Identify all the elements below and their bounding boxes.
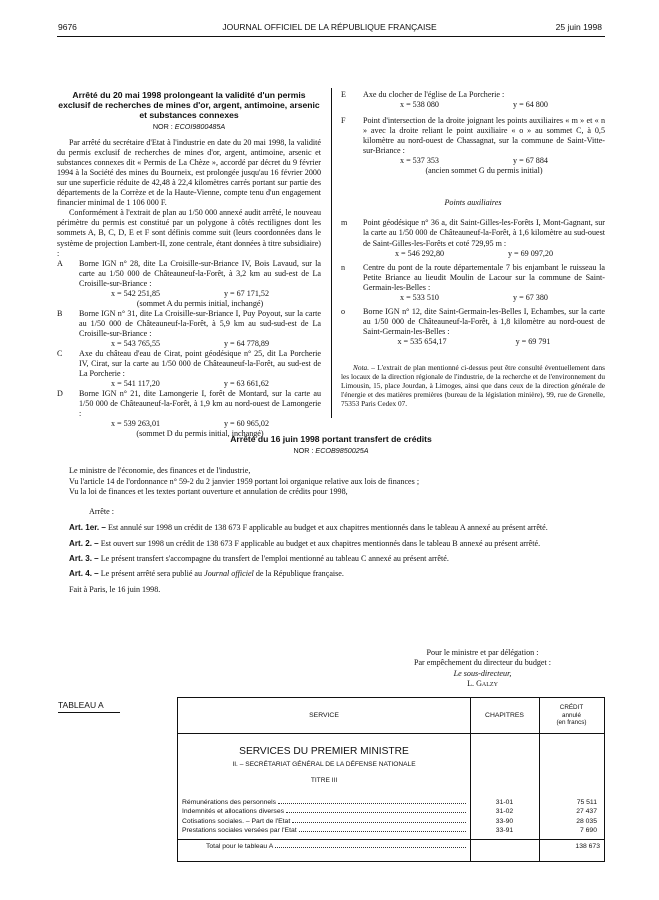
arrete2-nor [57, 446, 605, 456]
row-leader-dots [278, 803, 466, 804]
arrete1-para2: Conformément à l'extrait de plan au 1/50 000 annexé audit arrêté, le nouveau périmètre du permis est constitué par un polygone à côtés rectilignes dont les sommets A, B, C, D, E et F sont définis comme suit (leurs coordonnées dans le système de projection Lambert-II, zone centrale, étant données à titre subsidiaire) : [57, 208, 321, 258]
preamble-line: Vu l'article 14 de l'ordonnance n° 59-2 du 2 janvier 1959 portant loi organique relative aux lois de finances ; [69, 476, 420, 486]
coord-y: y = 67 380 [513, 292, 548, 302]
point-text: Point géodésique n° 36 a, dit Saint-Gilles-les-Forêts I, Mont-Gagnant, sur la carte au 1/50 000 de Châteauneuf-la-Forêt, à 1,6 kilomètre au sud-ouest de Saint-Gilles-les-Forêts et coté 729,95 m : [363, 218, 605, 248]
article-label: Art. 4. – [69, 569, 99, 579]
tableau-rows [182, 798, 604, 836]
signature-block [360, 648, 605, 689]
table-row [182, 826, 604, 835]
row-chapitre: 33-91 [495, 827, 514, 835]
coord-x: x = 537 353 [400, 156, 439, 166]
row-leader-dots [292, 822, 466, 823]
article-label: Art. 2. – [69, 538, 99, 548]
tableau-label-underline [58, 712, 120, 713]
nota-text: L'extrait de plan mentionné ci-dessus peut être consulté éventuellement dans les locaux de la direction régionale de l'industrie, de la recherche et de l'environnement du Limousin, 15, place Jourdan, à Limoges, ainsi que dans ceux de la direction générale de l'énergie et des matières premières (bureau de la législation minière), 99, rue de Grenelle, 75353 Paris Cedex 07. [341, 362, 605, 408]
nor-code: ECOI9800485A [174, 122, 226, 131]
signatory-name: L. Galzy [467, 678, 498, 688]
row-credit: 27 437 [576, 808, 597, 816]
arrete2-title: Arrêté du 16 juin 1998 portant transfert de crédits [230, 434, 432, 444]
header-row-rule [178, 733, 604, 734]
point-letter: B [57, 308, 63, 318]
fait-a-paris: Fait à Paris, le 16 juin 1998. [69, 584, 161, 594]
point-d [57, 389, 321, 439]
row-leader-dots [286, 812, 466, 813]
article-label: Art. 1er. – [69, 523, 106, 533]
point-note: (sommet D du permis initial, inchangé) [136, 429, 264, 439]
coord-y: y = 69 097,20 [507, 248, 554, 258]
coord-x: x = 543 765,55 [110, 338, 161, 348]
credit-header-line: CRÉDIT [559, 704, 584, 711]
article-4 [57, 569, 605, 579]
point-letter: n [341, 262, 346, 272]
article-2 [57, 539, 605, 549]
tableau-a [177, 697, 605, 862]
point-text: Borne IGN n° 21, dite Lamongerie I, forêt de Montard, sur la carte au 1/50 000 de Châteauneuf-la-Forêt, à 1,9 km au nord-ouest de Lamongerie : [79, 389, 321, 419]
row-chapitre: 31-02 [495, 808, 514, 816]
credit-header-line: (en francs) [556, 719, 587, 727]
total-leader-dots [275, 847, 466, 848]
tableau-label: TABLEAU A [58, 700, 104, 710]
section-subtitle: II. – SECRÉTARIAT GÉNÉRAL DE LA DÉFENSE NATIONALE [232, 761, 416, 768]
point-b [57, 309, 321, 349]
nota-label: Nota. – [353, 362, 375, 372]
point-letter: C [57, 349, 63, 359]
point-letter: F [341, 116, 346, 126]
aux-point-o [341, 307, 605, 347]
article-1 [57, 523, 605, 533]
row-chapitre: 33-90 [495, 817, 514, 825]
section-title: SERVICES DU PREMIER MINISTRE [239, 746, 409, 757]
point-letter: A [57, 258, 63, 268]
row-service: Indemnités et allocations diverses [182, 808, 285, 816]
article-text: Est ouvert sur 1998 un crédit de 138 673 F applicable au budget et aux chapitres mentionnés dans le tableau B annexé au présent arrêté. [100, 538, 541, 548]
point-note: (sommet A du permis initial, inchangé) [136, 298, 264, 308]
table-row [182, 817, 604, 826]
nor-label: NOR : [293, 446, 314, 455]
article-text: de la République française. [255, 569, 344, 579]
point-letter: E [341, 90, 346, 99]
article-text: Le présent transfert s'accompagne du transfert de l'emploi mentionné au tableau C annexé au présent arrêté. [100, 554, 449, 564]
table-row [182, 807, 604, 816]
point-text: Borne IGN n° 12, dite Saint-Germain-les-Belles I, Echambes, sur la carte au 1/50 000 de Châteauneuf-la-Forêt, à 1,8 kilomètre au nord-ouest de Saint-Germain-les-Belles : [363, 306, 605, 336]
coord-y: y = 63 661,62 [223, 379, 269, 389]
aux-point-n [341, 263, 605, 303]
row-leader-dots [299, 831, 466, 832]
coord-y: y = 64 778,89 [223, 338, 270, 348]
col-header-credit [539, 704, 604, 727]
arrete-word: Arrête : [89, 507, 114, 517]
col-header-service: SERVICE [309, 712, 339, 719]
point-text: Centre du pont de la route départementale 7 bis enjambant le ruisseau la Petite Briance au lieudit Moulin de Lacour sur la commune de Saint-Germain-les-Belles : [363, 262, 605, 292]
coord-x: x = 541 117,20 [111, 379, 160, 389]
row-service: Rémunérations des personnels [182, 799, 277, 806]
point-letter: D [57, 389, 63, 399]
signature-line-3: Le sous-directeur, [453, 668, 512, 678]
coord-x: x = 546 292,80 [394, 248, 445, 258]
article-text: Le présent arrêté sera publié au [100, 569, 203, 579]
arrete1-title: Arrêté du 20 mai 1998 prolongeant la validité d'un permis exclusif de recherches de mines d'or, argent, antimoine, arsenic et substances connexes [58, 90, 320, 120]
right-column [341, 90, 605, 408]
left-column [57, 90, 321, 439]
coord-x: x = 533 510 [400, 292, 439, 302]
arrete2 [57, 434, 605, 595]
titre-label: TITRE III [310, 777, 338, 784]
point-text: Borne IGN n° 28, dite La Croisille-sur-Briance IV, Bois Lavaud, sur la carte au 1/50 000 de Châteauneuf-la-Forêt, à 3,2 km au sud-est de La Croisille-sur-Briance : [79, 258, 321, 288]
signature-line-2: Par empêchement du directeur du budget : [413, 658, 552, 668]
coord-y: y = 67 884 [513, 156, 548, 166]
total-value: 138 673 [575, 843, 600, 850]
row-chapitre: 31-01 [495, 799, 514, 806]
row-service: Cotisations sociales. – Part de l'Etat [182, 817, 291, 825]
signature-line-1: Pour le ministre et par délégation : [426, 648, 539, 657]
total-row-rule [178, 839, 604, 840]
journal-title: JOURNAL OFFICIEL DE LA RÉPUBLIQUE FRANÇAISE [222, 22, 437, 32]
point-a [57, 259, 321, 309]
row-credit: 28 035 [576, 817, 597, 825]
point-text: Axe du château d'eau de Cirat, point géodésique n° 25, dit La Porcherie IV, Cirat, sur la carte au 1/50 000 de Châteauneuf-la-Forêt, au sud-est de La Porcherie : [79, 349, 321, 379]
preamble-line: Vu la loi de finances et les textes portant ouverture et annulation de crédits pour 1998, [69, 486, 348, 496]
arrete1-nor [57, 122, 321, 132]
point-c [57, 349, 321, 389]
article-label: Art. 3. – [69, 554, 99, 564]
coord-x: x = 535 654,17 [397, 336, 447, 346]
point-f [341, 116, 605, 176]
table-row [182, 798, 604, 807]
point-note: (ancien sommet G du permis initial) [425, 166, 543, 176]
credit-header-line: annulé [562, 711, 581, 719]
row-credit: 75 511 [576, 799, 597, 806]
article-text: Est annulé sur 1998 un crédit de 138 673 F applicable au budget et aux chapitres mentionnés dans le tableau A annexé au présent arrêté. [107, 523, 548, 533]
column-divider [331, 88, 332, 418]
total-label: Total pour le tableau A [206, 843, 274, 850]
issue-date: 25 juin 1998 [555, 22, 602, 32]
coord-y: y = 60 965,02 [223, 419, 270, 429]
preamble-line: Le ministre de l'économie, des finances et de l'industrie, [69, 466, 251, 476]
point-text: Point d'intersection de la droite joignant les points auxiliaires « m » et « n » avec la droite reliant le point auxiliaire « o » au sommet C, à 0,5 kilomètre au nord-ouest de Chassagnat, sur la commune de Saint-Vitte-sur-Briance : [363, 116, 605, 156]
coord-x: x = 539 263,01 [110, 419, 161, 429]
coord-x: x = 538 080 [400, 100, 439, 110]
header-rule [57, 36, 605, 37]
article-journal: Journal officiel [204, 569, 254, 579]
nor-code: ECOB9850025A [315, 446, 369, 455]
point-text: Axe du clocher de l'église de La Porcherie : [363, 90, 505, 99]
coord-y: y = 67 171,52 [223, 288, 270, 298]
article-3 [57, 554, 605, 564]
nor-label: NOR : [152, 122, 173, 131]
coord-y: y = 69 791 [515, 336, 551, 346]
point-e [341, 90, 605, 110]
row-credit: 7 690 [579, 827, 597, 835]
arrete1-para1: Par arrêté du secrétaire d'Etat à l'industrie en date du 20 mai 1998, la validité du permis exclusif de recherches de mines d'or, argent, antimoine, arsenic et substances connexes dit « Permis de La Chèze », accordé par décret du 9 février 1994 à la Société des mines du Bourneix, est prolongée jusqu'au 16 février 2000 sur une superficie réduite de 42,48 à 22,4 kilomètres carrés portant sur partie des départements de la Corrèze et de la Haute-Vienne, compte tenu d'un engagement financier minimal de 1 106 000 F. [57, 138, 321, 208]
point-letter: m [341, 218, 348, 228]
coord-y: y = 64 800 [513, 100, 548, 110]
col-header-chapitres: CHAPITRES [485, 712, 524, 719]
point-letter: o [341, 306, 346, 316]
page-number: 9676 [58, 22, 77, 32]
aux-point-m [341, 218, 605, 258]
point-text: Borne IGN n° 31, dite La Croisille-sur-Briance I, Puy Poyout, sur la carte au 1/50 000 de Châteauneuf-la-Forêt, à 5,9 km au sud-sud-est de La Croisille-sur-Briance : [79, 308, 321, 338]
total-label-row [206, 843, 468, 850]
coord-x: x = 542 251,85 [110, 288, 161, 298]
col-divider-1 [470, 698, 471, 861]
nota [341, 363, 605, 408]
row-service: Prestations sociales versées par l'Etat [182, 827, 297, 835]
aux-heading: Points auxiliaires [444, 198, 502, 208]
